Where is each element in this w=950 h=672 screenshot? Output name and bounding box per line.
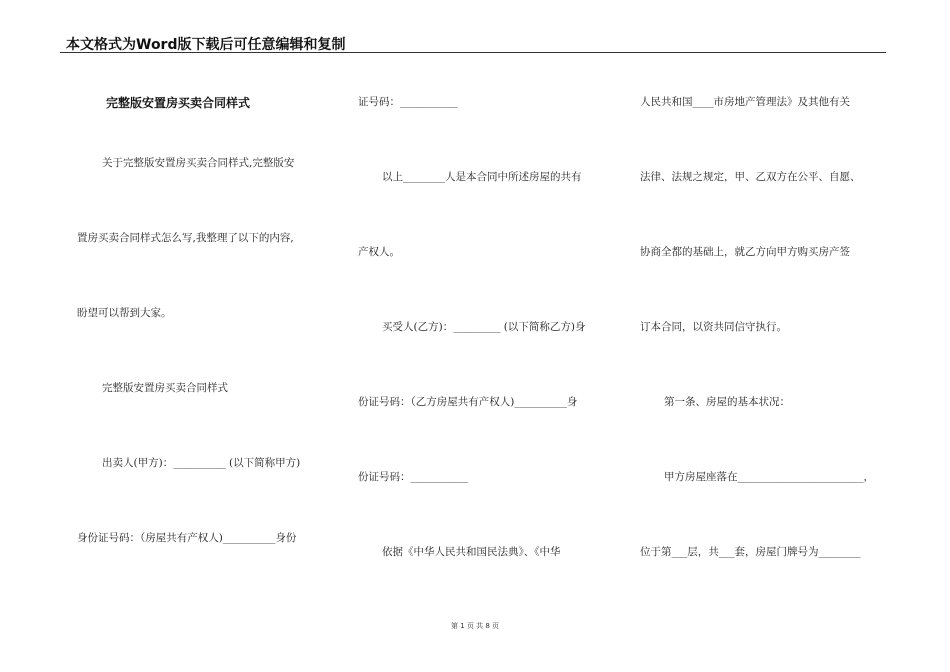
page-number: 第 1 页 共 8 页 [450,622,500,630]
section-heading: 完整版安置房买卖合同样式 [102,382,228,394]
paragraph-line: 产权人。 [358,246,400,258]
paragraph-line: 法律、法规之规定，甲、乙双方在公平、自愿、 [640,171,861,183]
header-divider [60,52,886,53]
paragraph-line: 依据《中华人民共和国民法典》、《中华 [382,546,561,558]
paragraph-line: 位于第___层，共___套，房屋门牌号为________ [640,546,861,558]
paragraph-line: 置房买卖合同样式怎么写,我整理了以下的内容, [77,232,294,244]
paragraph-line: 份证号码：（乙方房屋共有产权人)__________身 [358,396,578,408]
paragraph-line: 盼望可以帮到大家。 [77,307,172,319]
section-heading: 第一条、房屋的基本状况： [664,396,790,408]
paragraph-line: 协商全都的基础上，就乙方向甲方购买房产签 [640,246,850,258]
paragraph-line: 出卖人(甲方)：__________ (以下简称甲方) [102,457,301,469]
paragraph-line: 人民共和国____市房地产管理法》及其他有关 [640,96,850,108]
paragraph-line: 身份证号码：（房屋共有产权人)__________身份 [77,532,297,544]
paragraph-line: 关于完整版安置房买卖合同样式,完整版安 [102,157,295,169]
paragraph-line: 以上________人是本合同中所述房屋的共有 [382,171,582,183]
paragraph-line: 份证号码：___________ [358,471,469,483]
document-banner: 本文格式为Word版下载后可任意编辑和复制 [66,37,346,53]
paragraph-line: 证号码：___________ [358,96,458,108]
paragraph-line: 买受人(乙方)：_________ (以下简称乙方)身 [382,321,586,333]
paragraph-line: 订本合同，以资共同信守执行。 [640,321,787,333]
document-title: 完整版安置房买卖合同样式 [106,96,251,110]
paragraph-line: 甲方房屋座落在________________________， [664,471,874,483]
